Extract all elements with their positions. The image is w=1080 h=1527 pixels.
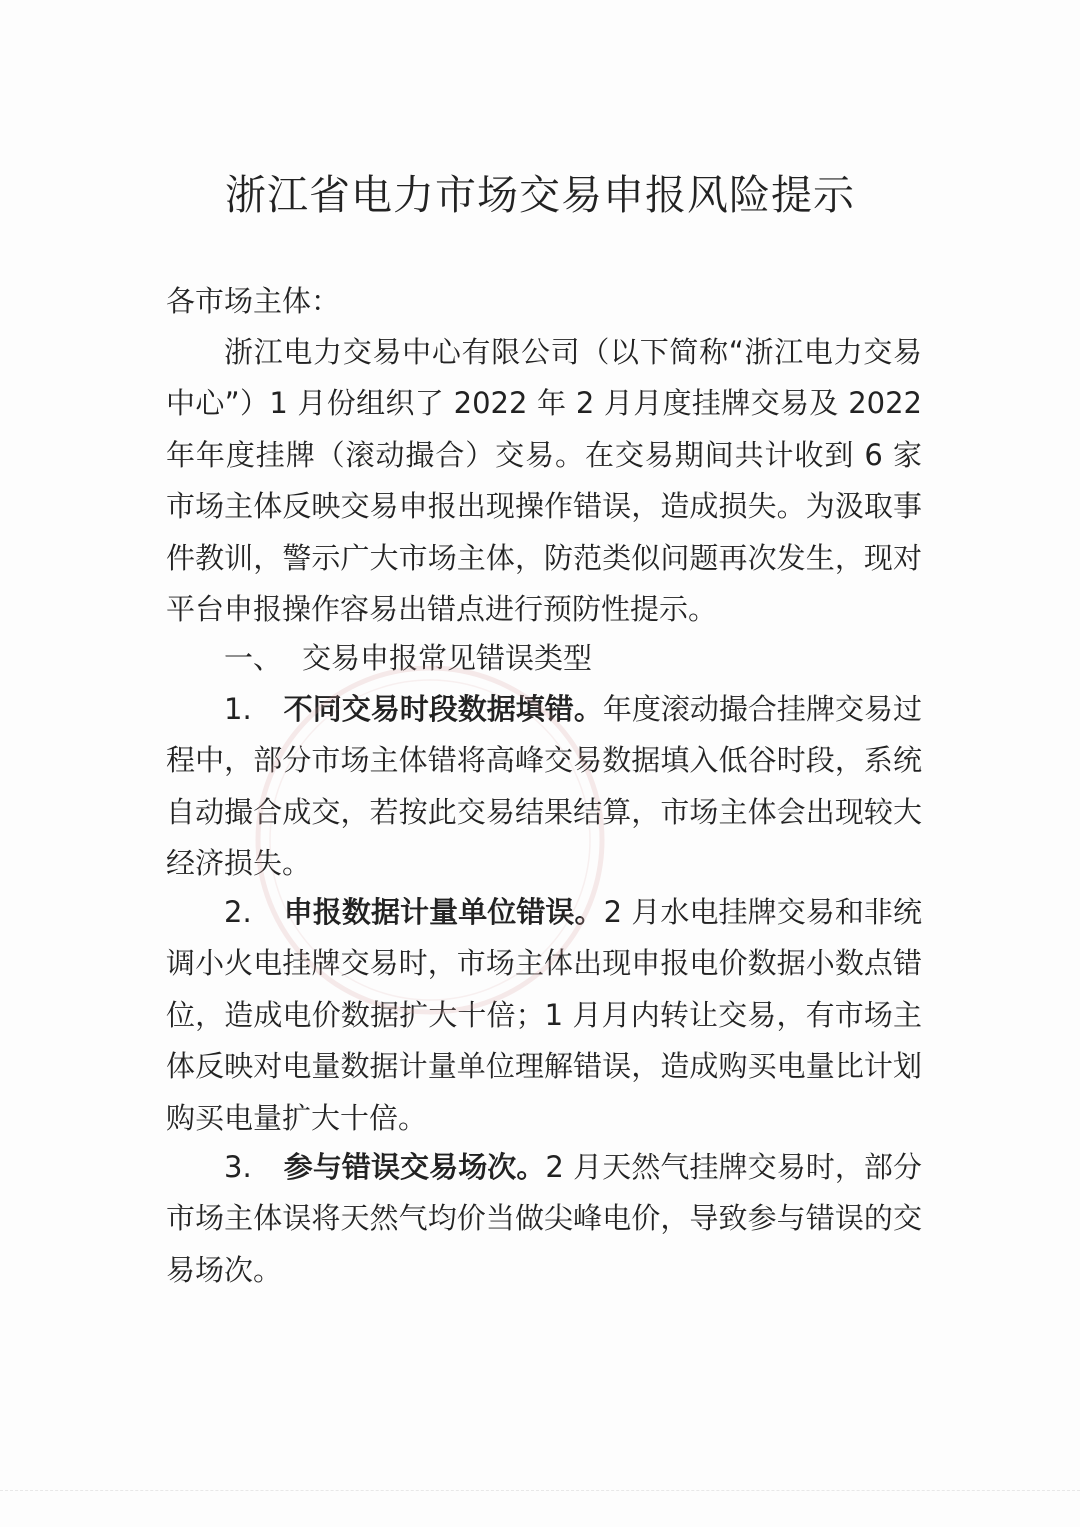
salutation: 各市场主体：	[166, 284, 341, 318]
section-number: 一、	[224, 641, 283, 675]
list-item-text: 年度滚动撮合挂牌交易过程中，部分市场主体错将高峰交易数据填入低谷时段，系统自动撮合成交，若按此交易结果结算，市场主体会出现较大经济损失。	[166, 692, 922, 881]
list-item-number: 2.	[224, 895, 252, 929]
section-heading-one	[166, 633, 922, 684]
section-heading-text: 交易申报常见错误类型	[302, 641, 593, 675]
document-title: 浙江省电力市场交易申报风险提示	[225, 171, 855, 219]
list-item	[166, 1142, 922, 1296]
list-item-text: 2 月水电挂牌交易和非统调小火电挂牌交易时，市场主体出现申报电价数据小数点错位，造成电价数据扩大十倍；1 月月内转让交易，有市场主体反映对电量数据计量单位理解错误，造成购买电量比计划购买电量扩大十倍。	[166, 895, 922, 1135]
list-item	[166, 684, 922, 890]
list-item-heading: 不同交易时段数据填错。	[283, 692, 603, 726]
intro-paragraph: 浙江电力交易中心有限公司（以下简称“浙江电力交易中心”）1 月份组织了 2022 年 2 月月度挂牌交易及 2022 年年度挂牌（滚动撮合）交易。在交易期间共计收到 6 家市场主体反映交易申报出现操作错误，造成损失。为汲取事件教训，警示广大市场主体，防范类似问题再次发生，现对平台申报操作容易出错点进行预防性提示。	[166, 335, 922, 627]
list-item-heading: 参与错误交易场次。	[283, 1150, 546, 1184]
list-item	[166, 887, 922, 1144]
list-item-heading: 申报数据计量单位错误。	[283, 895, 604, 929]
list-item-number: 1.	[224, 692, 252, 726]
scan-edge-line	[0, 1490, 1080, 1491]
list-item-number: 3.	[224, 1150, 252, 1184]
list-item-text: 2 月天然气挂牌交易时，部分市场主体误将天然气均价当做尖峰电价，导致参与错误的交易场次。	[166, 1150, 922, 1287]
